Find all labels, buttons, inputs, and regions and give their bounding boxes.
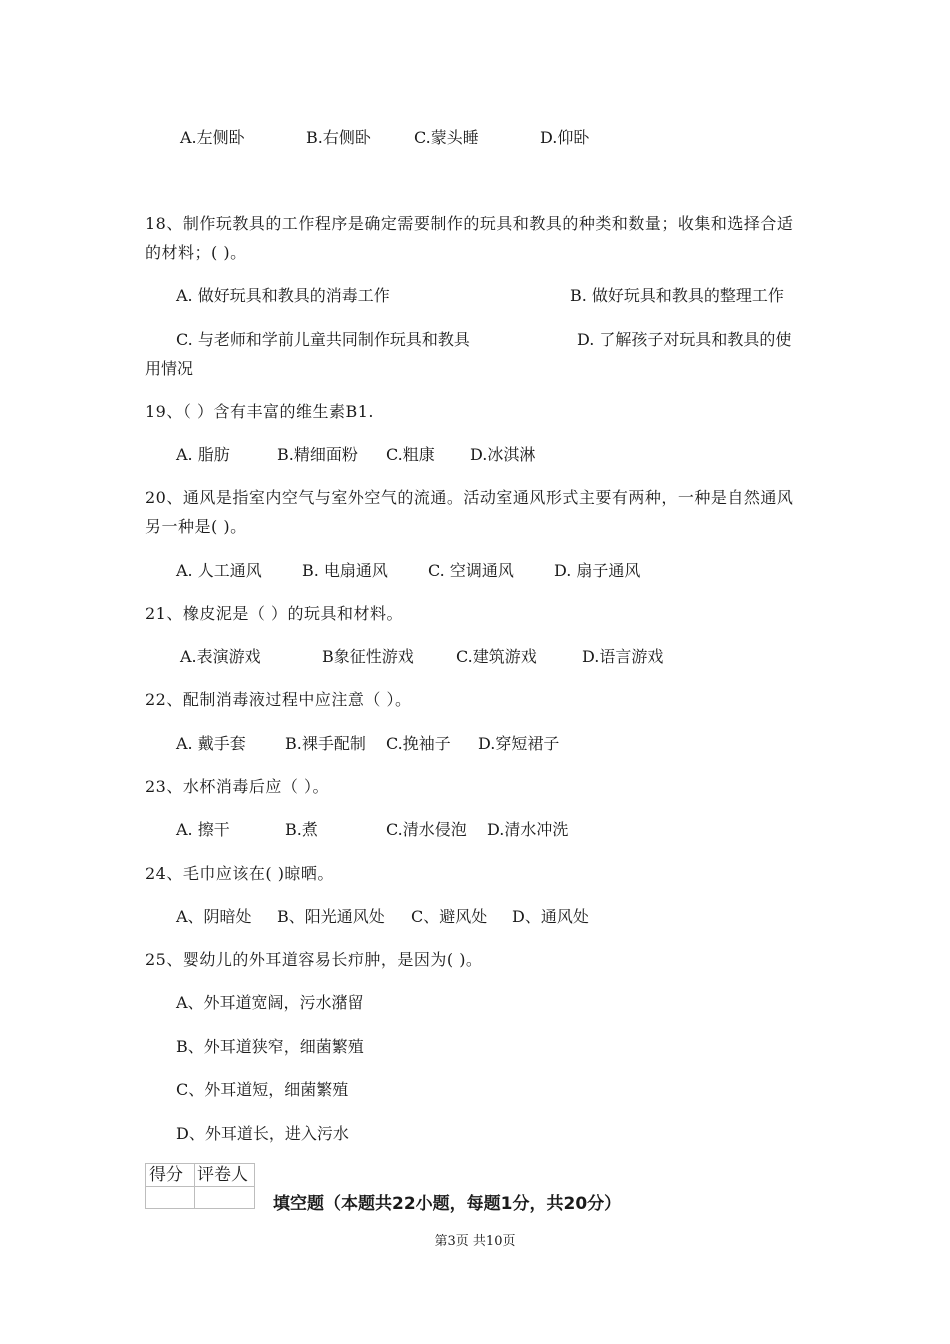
q23-option-b: B.煮 <box>285 820 318 839</box>
page-footer: 第3页 共10页 <box>434 1234 516 1249</box>
q21-question: 21、橡皮泥是（ ）的玩具和材料。 <box>145 604 403 623</box>
q17-option-a: A.左侧卧 <box>180 128 245 147</box>
q22-option-a: A. 戴手套 <box>176 734 246 753</box>
q17-option-b: B.右侧卧 <box>306 128 371 147</box>
section-title: 填空题（本题共22小题，每题1分，共20分） <box>273 1194 622 1214</box>
q18-option-d-continued: 用情况 <box>145 359 194 378</box>
q20-question-line2: 另一种是( )。 <box>145 517 247 536</box>
q23-option-a: A. 擦干 <box>176 820 230 839</box>
q17-option-d: D.仰卧 <box>540 128 590 147</box>
q20-option-b: B. 电扇通风 <box>302 561 388 580</box>
q20-question-line1: 20、通风是指室内空气与室外空气的流通。活动室通风形式主要有两种，一种是自然通风 <box>145 488 794 507</box>
q24-option-b: B、阳光通风处 <box>277 907 385 926</box>
q17-option-c: C.蒙头睡 <box>414 128 479 147</box>
q22-option-c: C.挽袖子 <box>386 734 451 753</box>
q21-option-a: A.表演游戏 <box>180 647 261 666</box>
q22-option-d: D.穿短裙子 <box>478 734 560 753</box>
q25-option-a: A、外耳道宽阔，污水潴留 <box>176 993 364 1012</box>
q24-option-c: C、避风处 <box>411 907 488 926</box>
q19-option-a: A. 脂肪 <box>176 445 230 464</box>
q21-option-d: D.语言游戏 <box>582 647 664 666</box>
q18-option-c: C. 与老师和学前儿童共同制作玩具和教具 <box>176 330 470 349</box>
q25-option-b: B、外耳道狭窄，细菌繁殖 <box>176 1037 364 1056</box>
q18-option-b: B. 做好玩具和教具的整理工作 <box>570 286 784 305</box>
q19-question: 19、（ ）含有丰富的维生素B1. <box>145 402 374 421</box>
q24-option-a: A、阴暗处 <box>176 907 252 926</box>
q25-option-c: C、外耳道短，细菌繁殖 <box>176 1080 349 1099</box>
q18-question-line2: 的材料；( )。 <box>145 243 247 262</box>
q18-option-d: D. 了解孩子对玩具和教具的使 <box>577 330 792 349</box>
score-table-divider-horizontal <box>146 1186 254 1187</box>
q23-option-c: C.清水侵泡 <box>386 820 467 839</box>
q23-question: 23、水杯消毒后应（ ）。 <box>145 777 329 796</box>
q24-option-d: D、通风处 <box>512 907 589 926</box>
q24-question: 24、毛巾应该在( )晾晒。 <box>145 864 334 883</box>
q22-option-b: B.裸手配制 <box>285 734 366 753</box>
q19-option-c: C.粗康 <box>386 445 435 464</box>
grader-label: 评卷人 <box>197 1165 248 1185</box>
q21-option-c: C.建筑游戏 <box>456 647 537 666</box>
q20-option-c: C. 空调通风 <box>428 561 514 580</box>
q18-question-line1: 18、制作玩教具的工作程序是确定需要制作的玩具和教具的种类和数量；收集和选择合适 <box>145 214 794 233</box>
q25-option-d: D、外耳道长，进入污水 <box>176 1124 349 1143</box>
q19-option-d: D.冰淇淋 <box>470 445 536 464</box>
score-label: 得分 <box>149 1165 183 1185</box>
q23-option-d: D.清水冲洗 <box>487 820 569 839</box>
q18-option-a: A. 做好玩具和教具的消毒工作 <box>176 286 390 305</box>
q20-option-d: D. 扇子通风 <box>554 561 641 580</box>
q21-option-b: B象征性游戏 <box>322 647 414 666</box>
q20-option-a: A. 人工通风 <box>176 561 262 580</box>
q25-question: 25、婴幼儿的外耳道容易长疖肿，是因为( )。 <box>145 950 483 969</box>
q22-question: 22、配制消毒液过程中应注意（ ）。 <box>145 690 412 709</box>
q19-option-b: B.精细面粉 <box>277 445 358 464</box>
score-table <box>145 1163 255 1209</box>
